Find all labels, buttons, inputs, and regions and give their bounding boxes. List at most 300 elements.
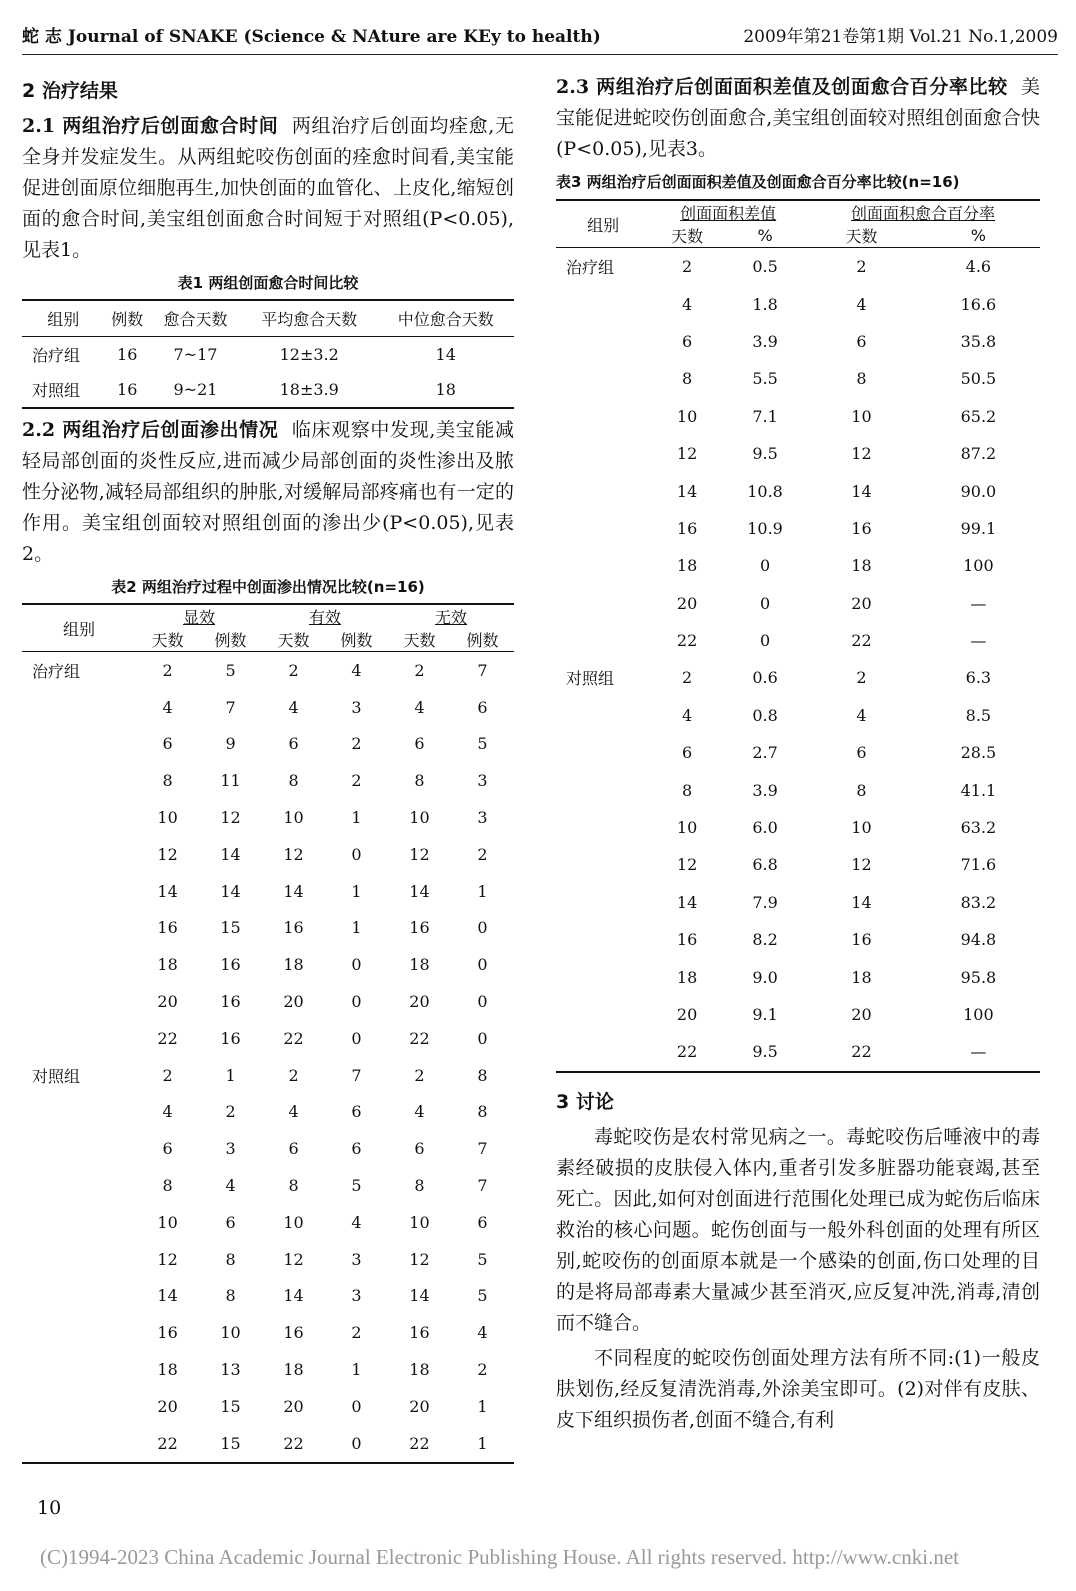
- table2-cell: 6: [162, 1139, 173, 1159]
- table2-group-label: [22, 1314, 136, 1351]
- table3-cell: —: [970, 1042, 987, 1062]
- subsection-2-3-text: 美宝能促进蛇咬伤创面愈合,美宝组创面较对照组创面愈合快(P<0.05),见表3。: [556, 76, 1040, 160]
- table-row: [22, 726, 514, 763]
- table3-cell: 99.1: [960, 518, 997, 538]
- table1-header-cell: 愈合天数: [150, 300, 241, 337]
- discussion-title: 3 讨论: [556, 1090, 614, 1113]
- table3-group-label: [556, 996, 650, 1033]
- table2-cell: 10: [283, 808, 304, 828]
- table-row: [556, 398, 1040, 435]
- discussion-paragraph-1: 毒蛇咬伤是农村常见病之一。毒蛇咬伤后唾液中的毒素经破损的皮肤侵入体内,重者引发多脏器功能衰竭,甚至死亡。因此,如何对创面进行范围化处理已成为蛇伤后临床救治的核心问题。蛇伤创面与一般外科创面的处理有所区别,蛇咬伤的创面原本就是一个感染的创面,伤口处理的目的是将局部毒素大量减少甚至消灭,应反复冲洗,消毒,清创而不缝合。: [556, 1125, 1040, 1334]
- table2-cell: 14: [409, 881, 430, 901]
- table2-cell: 5: [225, 660, 236, 680]
- table2-cell: 18: [409, 955, 430, 975]
- table1-caption: 表1 两组创面愈合时间比较: [177, 274, 359, 292]
- table2-cell: 7: [477, 660, 488, 680]
- table3-group-label: [556, 884, 650, 921]
- table-row: [556, 921, 1040, 958]
- table-row: [22, 983, 514, 1020]
- table2-cell: 2: [351, 771, 362, 791]
- table-row: [556, 1033, 1040, 1071]
- table-row: [22, 836, 514, 873]
- table2-cell: 3: [351, 1249, 362, 1269]
- table3-group-label: [556, 585, 650, 622]
- table2-cell: 10: [220, 1323, 241, 1343]
- table-row: [556, 659, 1040, 696]
- table2-cell: 8: [162, 1176, 173, 1196]
- table-row: [22, 1241, 514, 1278]
- table3-cell: 18: [676, 556, 698, 576]
- table2-cell: 8: [288, 1176, 299, 1196]
- table3-cell: 0.8: [752, 705, 778, 725]
- table2-cell: 8: [288, 771, 299, 791]
- table3-cell: 4: [682, 294, 693, 314]
- table2-cell: 5: [477, 1286, 488, 1306]
- table3-cell: 22: [851, 631, 872, 651]
- table3-cell: 18: [851, 556, 872, 576]
- table2-subheader-cell: 例数: [325, 628, 388, 652]
- table1-header-cell: 平均愈合天数: [241, 300, 378, 337]
- table3-cell: 83.2: [960, 892, 997, 912]
- table2-cell: 3: [477, 771, 488, 791]
- table3-cell: 6.8: [752, 855, 778, 875]
- table2-group-label: [22, 1167, 136, 1204]
- table2-group-label: [22, 1388, 136, 1425]
- table2-group-label: 治疗组: [32, 661, 81, 681]
- table2-cell: 0: [351, 1028, 362, 1048]
- table-row: [22, 1204, 514, 1241]
- table3-cell: 22: [676, 631, 698, 651]
- table1-cell: 治疗组: [32, 346, 81, 365]
- table3-group-label: [556, 285, 650, 322]
- table2-group-label: [22, 1204, 136, 1241]
- table2-cell: 20: [157, 992, 178, 1012]
- table3-cell: 10: [676, 406, 698, 426]
- table3-group-label: [556, 734, 650, 771]
- table-row: [556, 846, 1040, 883]
- table-row: [556, 884, 1040, 921]
- table2-subheader-cell: 例数: [451, 628, 514, 652]
- table3-group-label: [556, 1033, 650, 1071]
- table2-cell: 1: [477, 881, 488, 901]
- table3-group-label: 对照组: [566, 669, 615, 689]
- table3-group-header: 组别: [556, 200, 650, 248]
- table-row: [22, 873, 514, 910]
- table2-cell: 4: [351, 1212, 362, 1232]
- page-number: 10: [37, 1497, 62, 1519]
- discussion-paragraph-2: 不同程度的蛇咬伤创面处理方法有所不同:(1)一般皮肤划伤,经反复清洗消毒,外涂美宝即可。(2)对伴有皮肤、皮下组织损伤者,创面不缝合,有利: [556, 1346, 1040, 1431]
- table3-cell: 4: [682, 705, 693, 725]
- table-row: [22, 1020, 514, 1057]
- table3-cell: 2: [856, 257, 867, 277]
- subsection-2-1-text: 两组治疗后创面均痊愈,无全身并发症发生。从两组蛇咬伤创面的痊愈时间看,美宝能促进创面原位细胞再生,加快创面的血管化、上皮化,缩短创面的愈合时间,美宝组创面愈合时间短于对照组(P<0.05),见表1。: [22, 115, 514, 261]
- table2-cell: 16: [283, 918, 304, 938]
- table3-cell: 14: [851, 481, 872, 501]
- table2-cell: 7: [477, 1139, 488, 1159]
- table-row: [22, 1094, 514, 1131]
- table2-cell: 2: [351, 734, 362, 754]
- table2-cell: 15: [220, 1433, 241, 1453]
- table-row: [22, 1351, 514, 1388]
- table2-cell: 16: [220, 992, 241, 1012]
- running-header: [22, 20, 1058, 55]
- table3-cell: 8: [682, 369, 693, 389]
- table2-cell: 0: [477, 955, 488, 975]
- table-row: [556, 472, 1040, 509]
- table3-cell: 6.0: [752, 818, 778, 838]
- table2-cell: 6: [477, 697, 488, 717]
- table-row: [22, 1130, 514, 1167]
- table-row: [556, 771, 1040, 808]
- table2-cell: 1: [225, 1065, 236, 1085]
- table1-cell: 18±3.9: [279, 380, 339, 399]
- table2-cell: 0: [351, 844, 362, 864]
- table2-cell: 2: [477, 1360, 488, 1380]
- subsection-2-2-text: 临床观察中发现,美宝能减轻局部创面的炎性反应,进而减少局部创面的炎性渗出及脓性分泌物,减轻局部组织的肿胀,对缓解局部疼痛也有一定的作用。美宝组创面较对照组创面的渗出少(P<0.05),见表2。: [22, 419, 514, 565]
- table1-cell: 16: [117, 345, 138, 364]
- table-row: [22, 689, 514, 726]
- table2-cell: 4: [288, 1102, 299, 1122]
- table2-cell: 6: [477, 1212, 488, 1232]
- table-row: [22, 1167, 514, 1204]
- table2-col-group: 有效: [309, 608, 342, 627]
- table2-cell: 6: [351, 1102, 362, 1122]
- table3-caption: 表3 两组治疗后创面面积差值及创面愈合百分率比较(n=16): [556, 173, 960, 191]
- table2-cell: 14: [283, 1286, 304, 1306]
- table2-cell: 14: [157, 1286, 178, 1306]
- table3-cell: 1.8: [752, 294, 778, 314]
- table-row: [22, 799, 514, 836]
- table2-cell: 6: [414, 1139, 425, 1159]
- table-row: [556, 809, 1040, 846]
- table2-cell: 16: [409, 1323, 430, 1343]
- table2-cell: 16: [220, 1028, 241, 1048]
- table1-cell: 12±3.2: [279, 345, 339, 364]
- table1-header-cell: 中位愈合天数: [377, 300, 514, 337]
- table-row: [22, 1057, 514, 1094]
- table2-cell: 6: [414, 734, 425, 754]
- table1-cell: 16: [117, 380, 138, 399]
- table3-cell: 63.2: [960, 818, 997, 838]
- table2-cell: 16: [283, 1323, 304, 1343]
- table1-cell: 14: [435, 345, 456, 364]
- table3-group-label: [556, 809, 650, 846]
- table2-cell: 7: [351, 1065, 362, 1085]
- table2-group-header: 组别: [22, 604, 136, 652]
- table2-cell: 12: [220, 808, 241, 828]
- table3-cell: 71.6: [960, 855, 997, 875]
- table2-cell: 2: [288, 660, 299, 680]
- table2-cell: 8: [162, 771, 173, 791]
- table1-header-cell: 例数: [104, 300, 150, 337]
- table2-cell: 6: [351, 1139, 362, 1159]
- table2-cell: 8: [225, 1249, 236, 1269]
- table3-cell: 8.5: [965, 705, 992, 725]
- table2-group-label: [22, 1241, 136, 1278]
- table-row: [22, 652, 514, 689]
- table3-group-label: [556, 323, 650, 360]
- table2-cell: 14: [409, 1286, 430, 1306]
- table2-group-label: [22, 1425, 136, 1463]
- table3-cell: 0: [759, 593, 771, 613]
- table3-cell: 100: [963, 1005, 994, 1024]
- table3-cell: 14: [676, 481, 698, 501]
- table3-cell: 16: [851, 930, 872, 950]
- table2-group-label: [22, 1094, 136, 1131]
- table2-cell: 3: [351, 1286, 362, 1306]
- table2-cell: 4: [162, 1102, 173, 1122]
- table2-col-group: 无效: [434, 608, 467, 627]
- table3-cell: —: [970, 631, 987, 651]
- table2-cell: 3: [351, 697, 362, 717]
- table3-cell: 6: [856, 743, 867, 763]
- table3-group-label: [556, 771, 650, 808]
- table2-cell: 6: [288, 1139, 299, 1159]
- table2-cell: 1: [477, 1433, 488, 1453]
- table2-cell: 2: [162, 1065, 173, 1085]
- subsection-2-3: [556, 72, 1040, 165]
- table3-cell: 90.0: [960, 481, 997, 501]
- table-row: [556, 996, 1040, 1033]
- table3-cell: 3.9: [752, 331, 778, 351]
- copyright-footer: (C)1994-2023 China Academic Journal Electronic Publishing House. All rights reserved. http://www.cnki.net: [40, 1545, 959, 1569]
- table3-cell: 8: [856, 369, 867, 389]
- table3-cell: 4.6: [965, 257, 992, 277]
- table2-group-label: [22, 762, 136, 799]
- table3-cell: 20: [676, 593, 698, 613]
- table-row: [22, 946, 514, 983]
- table-row: [556, 697, 1040, 734]
- table2-cell: 2: [414, 1065, 425, 1085]
- table3-group-label: [556, 435, 650, 472]
- table3-subheader-cell: 天数: [650, 224, 724, 248]
- table2-cell: 0: [351, 1433, 362, 1453]
- table2-cell: 10: [409, 808, 430, 828]
- table2-group-label: [22, 1130, 136, 1167]
- table2-cell: 4: [351, 660, 362, 680]
- table2-cell: 20: [157, 1396, 178, 1416]
- table3-cell: 50.5: [960, 369, 997, 389]
- table3-group-label: [556, 398, 650, 435]
- table3-cell: 95.8: [960, 967, 997, 987]
- table3-group-label: [556, 958, 650, 995]
- table1-cell: 9~21: [173, 380, 218, 399]
- table3-cell: 41.1: [960, 780, 997, 800]
- table2-cell: 7: [477, 1176, 488, 1196]
- table2-cell: 1: [351, 808, 362, 828]
- table3-cell: 10: [676, 818, 698, 838]
- table2-group-label: [22, 873, 136, 910]
- table3-cell: 9.5: [752, 444, 778, 464]
- table-row: [22, 1314, 514, 1351]
- table3-subheader-cell: %: [724, 224, 806, 248]
- table3-cell: 2.7: [752, 743, 778, 763]
- table3-cell: 2: [856, 668, 867, 688]
- table-row: [556, 323, 1040, 360]
- table3-cell: 4: [856, 705, 867, 725]
- table2-cell: 0: [477, 918, 488, 938]
- table3-cell: 0: [759, 631, 771, 651]
- table2-cell: 16: [220, 955, 241, 975]
- table3-group-label: [556, 360, 650, 397]
- table-row: [556, 510, 1040, 547]
- table1-cell: 18: [435, 380, 456, 399]
- table-row: [22, 337, 514, 373]
- table2-cell: 2: [162, 660, 173, 680]
- section-title: 2 治疗结果: [22, 80, 118, 102]
- table3-cell: 100: [963, 556, 994, 576]
- subsection-2-2-title: 2.2 两组治疗后创面渗出情况: [22, 419, 279, 441]
- table3-header-row: [556, 200, 1040, 224]
- table2-cell: 4: [414, 1102, 425, 1122]
- table3-cell: 22: [851, 1042, 872, 1062]
- table3-cell: 20: [851, 593, 872, 613]
- table3-cell: 2: [682, 257, 693, 277]
- table3-cell: 0.6: [752, 668, 778, 688]
- table3-group-label: [556, 846, 650, 883]
- table3-group-label: 治疗组: [566, 258, 615, 278]
- table3-cell: 12: [851, 444, 872, 464]
- table3-group-label: [556, 697, 650, 734]
- table3-cell: 16: [676, 518, 698, 538]
- table1-header-cell: 组别: [22, 300, 104, 337]
- table3-cell: 10: [851, 406, 872, 426]
- table2-cell: 12: [157, 1249, 178, 1269]
- table2-cell: 16: [157, 1323, 178, 1343]
- table-row: [556, 585, 1040, 622]
- table3-cell: 0: [759, 556, 771, 576]
- table3-cell: 12: [851, 855, 872, 875]
- table2-cell: 22: [157, 1433, 178, 1453]
- table2-group-label: [22, 946, 136, 983]
- table-row: [556, 248, 1040, 286]
- table-row: [556, 360, 1040, 397]
- table3-cell: 14: [851, 892, 872, 912]
- table2-cell: 20: [283, 1396, 304, 1416]
- table3-cell: 0.5: [752, 257, 778, 277]
- table-row: [22, 372, 514, 408]
- table2-cell: 0: [351, 992, 362, 1012]
- table3-cell: 18: [676, 967, 698, 987]
- table2: [22, 603, 514, 1464]
- table2-cell: 14: [220, 881, 241, 901]
- table2-cell: 18: [283, 1360, 304, 1380]
- journal-title: 蛇 志 Journal of SNAKE (Science & NAture are KEy to health): [22, 27, 601, 47]
- table2-cell: 4: [288, 697, 299, 717]
- table2-cell: 4: [225, 1176, 236, 1196]
- table3-group-label: [556, 921, 650, 958]
- table2-cell: 15: [220, 918, 241, 938]
- table3-cell: 9.0: [752, 967, 778, 987]
- table2-group-label: [22, 1278, 136, 1315]
- table3-cell: 16: [851, 518, 872, 538]
- table3-cell: 87.2: [960, 444, 997, 464]
- table2-cell: 6: [288, 734, 299, 754]
- table2-cell: 22: [283, 1433, 304, 1453]
- table2-cell: 10: [283, 1212, 304, 1232]
- table2-cell: 18: [283, 955, 304, 975]
- table3-subheader-cell: %: [917, 224, 1040, 248]
- table2-cell: 8: [225, 1286, 236, 1306]
- table2-cell: 22: [409, 1433, 430, 1453]
- table3-cell: 10: [851, 818, 872, 838]
- table3-cell: 7.9: [752, 892, 778, 912]
- table2-cell: 3: [225, 1139, 236, 1159]
- table2-group-label: [22, 983, 136, 1020]
- table-row: [556, 435, 1040, 472]
- table3-cell: 20: [851, 1005, 872, 1024]
- table3-cell: 8.2: [752, 930, 778, 950]
- table2-cell: 12: [409, 1249, 430, 1269]
- table2-cell: 10: [409, 1212, 430, 1232]
- table2-group-label: [22, 836, 136, 873]
- table3-cell: 35.8: [960, 331, 997, 351]
- table2-cell: 2: [225, 1102, 236, 1122]
- table1-cell: 对照组: [32, 381, 81, 400]
- table2-cell: 11: [220, 771, 241, 791]
- table2-group-label: [22, 1351, 136, 1388]
- table2-cell: 8: [414, 1176, 425, 1196]
- table3-cell: 16: [676, 930, 698, 950]
- table3-subheader-cell: 天数: [806, 224, 917, 248]
- table3-cell: 2: [682, 668, 693, 688]
- table2-cell: 14: [283, 881, 304, 901]
- table2-cell: 14: [157, 881, 178, 901]
- table2-cell: 22: [157, 1028, 178, 1048]
- table3-cell: 94.8: [960, 930, 997, 950]
- table2-cell: 5: [351, 1176, 362, 1196]
- table3-cell: 12: [676, 855, 698, 875]
- table2-cell: 8: [477, 1065, 488, 1085]
- table2-cell: 8: [414, 771, 425, 791]
- table2-cell: 0: [351, 1396, 362, 1416]
- table2-subheader-cell: 天数: [388, 628, 451, 652]
- table2-cell: 2: [351, 1323, 362, 1343]
- table2-cell: 15: [220, 1396, 241, 1416]
- table2-cell: 22: [283, 1028, 304, 1048]
- table3-cell: 3.9: [752, 780, 778, 800]
- table2-cell: 20: [283, 992, 304, 1012]
- table-row: [22, 1425, 514, 1463]
- table3-cell: 10.9: [747, 518, 783, 538]
- table2-cell: 2: [414, 660, 425, 680]
- table3-cell: 20: [676, 1005, 698, 1024]
- table3-cell: 28.5: [960, 743, 997, 763]
- table-row: [22, 1388, 514, 1425]
- table-row: [22, 762, 514, 799]
- table2-cell: 20: [409, 1396, 430, 1416]
- table2-header-row: [22, 604, 514, 628]
- subsection-2-3-title: 2.3 两组治疗后创面面积差值及创面愈合百分率比较: [556, 76, 1008, 98]
- table-row: [556, 958, 1040, 995]
- table2-cell: 3: [477, 808, 488, 828]
- table3-cell: 16.6: [960, 294, 997, 314]
- table2-cell: 18: [409, 1360, 430, 1380]
- table2-cell: 9: [225, 734, 236, 754]
- table2-group-label: [22, 689, 136, 726]
- table2-group-label: [22, 910, 136, 947]
- table3-cell: 8: [682, 780, 693, 800]
- table-row: [556, 622, 1040, 659]
- table2-cell: 18: [157, 955, 178, 975]
- table2-cell: 20: [409, 992, 430, 1012]
- table2-group-label: [22, 1020, 136, 1057]
- table2-cell: 8: [477, 1102, 488, 1122]
- table2-group-label: 对照组: [32, 1066, 81, 1086]
- table2-cell: 12: [283, 844, 304, 864]
- table2-cell: 1: [351, 918, 362, 938]
- table2-caption: 表2 两组治疗过程中创面渗出情况比较(n=16): [111, 578, 425, 596]
